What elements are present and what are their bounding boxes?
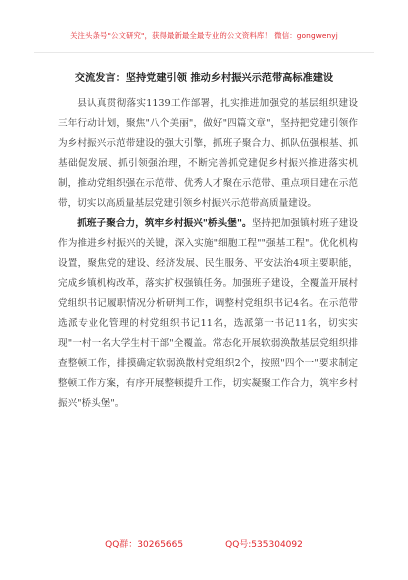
document-title: 交流发言：坚持党建引领 推动乡村振兴示范带高标准建设 bbox=[74, 72, 334, 84]
paragraph-team-building bbox=[58, 214, 358, 414]
header-divider bbox=[34, 52, 374, 53]
qq-number: QQ号:535304092 bbox=[225, 540, 303, 550]
qq-group-number: QQ群：30265665 bbox=[105, 540, 184, 550]
paragraph-intro: 县认真贯彻落实1139工作部署，扎实推进加强党的基层组织建设三年行动计划，聚焦"八个美丽"，做好"四篇文章"，坚持把党建引领作为乡村振兴示范带建设的强大引擎，抓班子聚合力、抓队伍强根基、抓基础促发展、抓引领强治理，不断完善抓党建促乡村振兴推进落实机制，推动党组织强在示范带、优秀人才聚在示范带、重点项目建在示范带，切实以高质量基层党建引领乡村振兴示范带高质量建设。 bbox=[58, 98, 358, 209]
paragraph-heading: 抓班子聚合力，筑牢乡村振兴"桥头堡"。 bbox=[77, 218, 252, 229]
document-body bbox=[58, 94, 358, 414]
footer-contact bbox=[0, 537, 408, 550]
paragraph-body: 坚持把加强镇村班子建设作为推进乡村振兴的关键，深入实施"细胞工程""强基工程"。优化机构设置，聚焦党的建设、经济发展、民生服务、平安法治4项主要职能，完成乡镇机构改革，落实扩权强镇任务。加强班子建设，全覆盖开展村党组织书记履职情况分析研判工作，调整村党组织书记4名。在示范带选派专业化管理的村党组织书记11名，选派第一书记11名，切实实现"一村一名大学生村干部"全覆盖。常态化开展软弱涣散基层党组织排查整顿工作，排摸确定软弱涣散村党组织2个，按照"四个一"要求制定整顿工作方案，有序开展整顿提升工作，切实凝聚工作合力，筑牢乡村振兴"桥头堡"。 bbox=[58, 218, 359, 409]
header-banner: 关注头条号"公文研究"，获得最新最全最专业的公文资料库！ 微信：gongwenyj bbox=[70, 31, 338, 40]
